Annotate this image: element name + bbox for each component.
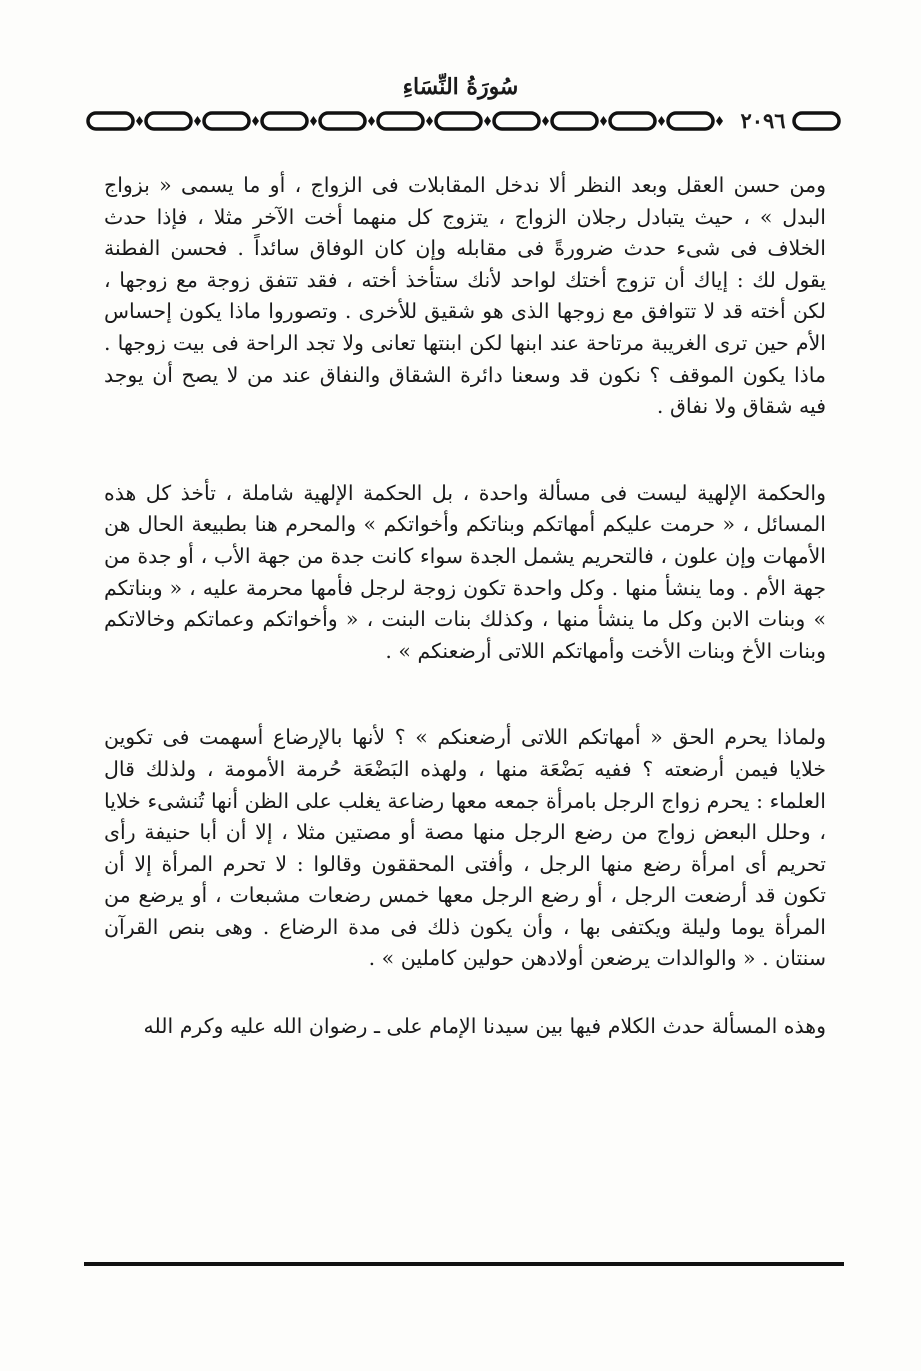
paragraph-1: ومن حسن العقل وبعد النظر ألا ندخل المقابلات فى الزواج ، أو ما يسمى « بزواج البدل » ، حيث يتبادل رجلان الزواج ، يتزوج كل منهما أخت الآخر مثلا ، فإذا حدث الخلاف فى شىء حدث ضرورةً فى مقابله وإن كان الوفاق سائداً . فحسن الفطنة يقول لك : إياك أن تزوج أختك لواحد لأنك ستأخذ أخته ، فقد تتفق زوجة مع زوجها ، لكن أخته قد لا تتوافق مع زوجها الذى هو شقيق للأخرى . وتصوروا ماذا يكون إحساس الأم حين ترى الغريبة مرتاحة عند ابنها لكن ابنتها تعانى ولا تجد الراحة فى بيت زوجها . ماذا يكون الموقف ؟ نكون قد وسعنا دائرة الشقاق والنفاق عند من لا يصح أن يوجد فيه شقاق ولا نفاق .	[104, 173, 826, 419]
paragraph-3: ولماذا يحرم الحق « أمهاتكم اللاتى أرضعنكم » ؟ لأنها بالإرضاع أسهمت فى تكوين خلايا فيمن أرضعته ؟ ففيه بَضْعَة منها ، ولهذه البَضْعَة حُرمة الأمومة ، ولذلك قال العلماء : يحرم زواج الرجل بامرأة جمعه معها رضاعة يغلب على الظن أنها تُنشىء خلايا ، وحلل البعض زواج من رضع الرجل منها مصة أو مصتين مثلا ، إلا أن أبا حنيفة رأى تحريم أى امرأة رضع منها الرجل ، وأفتى المحققون وقالوا : لا تحرم المرأة إلا أن تكون قد أرضعت الرجل ، أو رضع الرجل معها خمس رضعات مشبعات ، أو يرضع من المرأة يوما وليلة ويكتفى بها ، وأن يكون ذلك فى مدة الرضاع . وهى بنص القرآن سنتان . « والوالدات يرضعن أولادهن حولين كاملين » .	[104, 725, 826, 971]
paragraph-2: والحكمة الإلهية ليست فى مسألة واحدة ، بل الحكمة الإلهية شاملة ، تأخذ كل هذه المسائل ، « حرمت عليكم أمهاتكم وبناتكم وأخواتكم » والمحرم هنا بطبيعة الحال هن الأمهات وإن علون ، فالتحريم يشمل الجدة سواء كانت جدة من جهة الأب ، أو جدة من جهة الأم . وما ينشأ منها . وكل واحدة تكون زوجة لرجل فأمها محرمة عليه ، « وبناتكم » وبنات الابن وكل ما ينشأ منها ، وكذلك بنات البنت ، « وأخواتكم وعماتكم وخالاتكم وبنات الأخ وبنات الأخت وأمهاتكم اللاتى أرضعنكم » .	[104, 480, 826, 663]
body-text	[104, 170, 826, 1043]
page-number: ٢٠٩٦	[735, 104, 791, 138]
ornamental-header-band	[82, 104, 844, 138]
footer-rule	[84, 1262, 844, 1266]
chain-border-ornament	[82, 104, 844, 138]
paragraph-4: وهذه المسألة حدث الكلام فيها بين سيدنا الإمام على ـ رضوان الله عليه وكرم الله	[143, 1014, 826, 1039]
surah-title: سُورَةُ النِّسَاءِ	[402, 74, 519, 100]
